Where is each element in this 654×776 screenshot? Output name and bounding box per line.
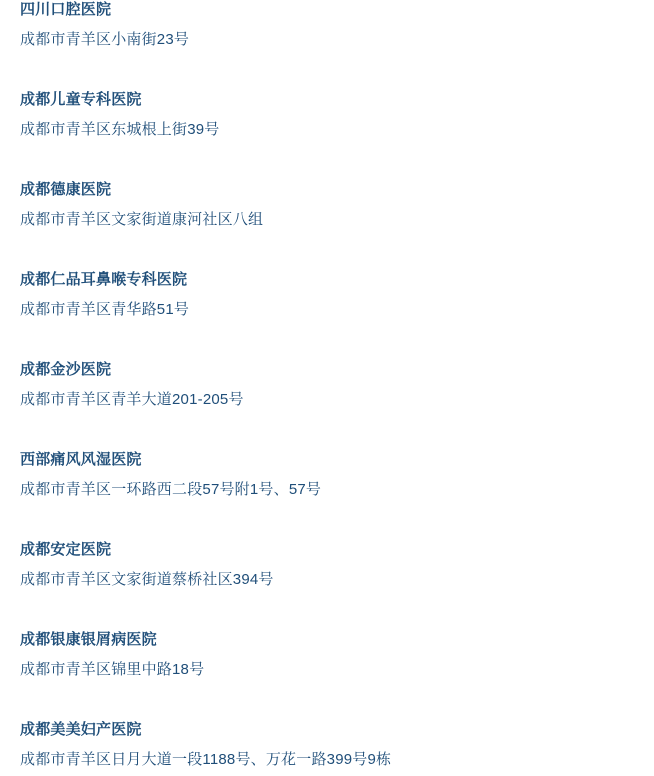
- hospital-address: 成都市青羊区日月大道一段1188号、万花一路399号9栋: [20, 751, 392, 768]
- hospital-address: 成都市青羊区青羊大道201-205号: [20, 391, 244, 408]
- hospital-address: 成都市青羊区锦里中路18号: [20, 661, 205, 678]
- hospital-address: 成都市青羊区文家街道蔡桥社区394号: [20, 571, 274, 588]
- hospital-name: 成都儿童专科医院: [20, 91, 142, 108]
- hospital-address: 成都市青羊区青华路51号: [20, 301, 190, 318]
- list-item: [20, 360, 634, 410]
- hospital-address: 成都市青羊区东城根上街39号: [20, 121, 220, 138]
- list-item: [20, 720, 634, 770]
- hospital-name: 四川口腔医院: [20, 1, 112, 18]
- list-item: [20, 450, 634, 500]
- hospital-address: 成都市青羊区小南街23号: [20, 31, 190, 48]
- hospital-name: 成都仁品耳鼻喉专科医院: [20, 271, 188, 288]
- hospital-name: 成都金沙医院: [20, 361, 112, 378]
- list-item: [20, 270, 634, 320]
- hospital-name: 成都安定医院: [20, 541, 112, 558]
- hospital-address: 成都市青羊区一环路西二段57号附1号、57号: [20, 481, 322, 498]
- hospital-name: 成都美美妇产医院: [20, 721, 142, 738]
- hospital-address: 成都市青羊区文家街道康河社区八组: [20, 211, 264, 228]
- list-item: [20, 0, 634, 50]
- list-item: [20, 630, 634, 680]
- hospital-name: 成都银康银屑病医院: [20, 631, 157, 648]
- list-item: [20, 540, 634, 590]
- hospital-name: 西部痛风风湿医院: [20, 451, 142, 468]
- list-item: [20, 90, 634, 140]
- hospital-name: 成都德康医院: [20, 181, 112, 198]
- list-item: [20, 180, 634, 230]
